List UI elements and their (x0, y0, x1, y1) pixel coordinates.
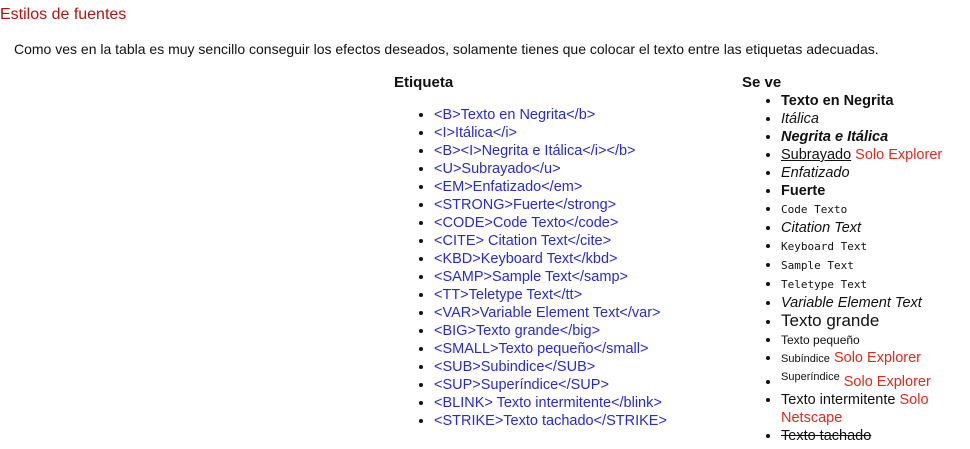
column-heading-se-ve: Se ve (742, 74, 782, 91)
tag-item-sup: • <SUP>Superíndice</SUP> (434, 376, 667, 394)
explorer-only-note: Solo Explorer (855, 147, 943, 163)
result-item-strike (781, 427, 970, 445)
result-blink-text: Texto intermitente (781, 391, 896, 408)
result-item-big (781, 312, 970, 331)
result-item-kbd (781, 237, 970, 256)
explorer-only-note: Solo Explorer (843, 373, 931, 390)
explorer-only-note: Solo Explorer (833, 350, 922, 366)
result-item-cite (781, 219, 970, 237)
tag-item-tt: • <TT>Teletype Text</tt> (434, 286, 667, 304)
tag-item-i: • <I>Itálica</i> (434, 124, 667, 142)
tag-item-blink: • <BLINK> Texto intermitente</blink> (434, 394, 667, 412)
tag-list (416, 106, 667, 430)
tag-item-small: • <SMALL>Texto pequeño</small> (434, 340, 667, 358)
tag-item-var: • <VAR>Variable Element Text</var> (434, 304, 667, 322)
result-item-sub (781, 349, 970, 368)
result-item-bold-italic (781, 128, 970, 146)
result-list (762, 92, 970, 445)
tag-item-code: • <CODE>Code Texto</code> (434, 214, 667, 232)
result-item-bold (781, 92, 970, 110)
result-tt-text: Teletype Text (781, 278, 868, 291)
tag-item-cite: • <CITE> Citation Text</cite> (434, 232, 667, 250)
result-item-em (781, 164, 970, 182)
result-code-text: Code Texto (781, 203, 848, 216)
result-strike-text: Texto tachado (781, 427, 872, 444)
result-item-underline (781, 146, 970, 164)
result-item-blink (781, 391, 970, 427)
tag-item-b: • <B>Texto en Negrita</b> (434, 106, 667, 124)
result-item-sup (781, 368, 970, 391)
result-sup-text: Superíndice (781, 371, 840, 383)
result-bold-text: Texto en Negrita (781, 93, 894, 109)
tag-item-b-i: • <B><I>Negrita e Itálica</i></b> (434, 142, 667, 160)
tag-item-kbd: • <KBD>Keyboard Text</kbd> (434, 250, 667, 268)
tag-item-strike: • <STRIKE>Texto tachado</STRIKE> (434, 412, 667, 430)
tag-item-big: • <BIG>Texto grande</big> (434, 322, 667, 340)
result-item-small (781, 331, 970, 349)
tag-item-strong: • <STRONG>Fuerte</strong> (434, 196, 667, 214)
tag-item-u: • <U>Subrayado</u> (434, 160, 667, 178)
tag-item-samp: • <SAMP>Sample Text</samp> (434, 268, 667, 286)
result-strong-text: Fuerte (781, 183, 826, 199)
result-item-samp (781, 256, 970, 275)
netscape-only-note: Solo Netscape (781, 391, 929, 426)
result-sub-text: Subíndice (781, 353, 830, 365)
tag-item-em: • <EM>Enfatizado</em> (434, 178, 667, 196)
intro-paragraph: Como ves en la tabla es muy sencillo conseguir los efectos deseados, solamente tienes que colocar el texto entre las etiquetas adecuadas. (14, 41, 879, 57)
result-samp-text: Sample Text (781, 259, 854, 272)
result-cite-text: Citation Text (781, 220, 862, 236)
result-bold-italic-text: Negrita e Itálica (781, 129, 889, 145)
result-underline-text: Subrayado (781, 147, 852, 163)
result-item-italic (781, 110, 970, 128)
result-var-text: Variable Element Text (781, 295, 922, 311)
column-heading-etiqueta: Etiqueta (394, 74, 454, 91)
result-italic-text: Itálica (781, 111, 819, 127)
result-item-strong (781, 182, 970, 200)
tag-item-sub: • <SUB>Subindice</SUB> (434, 358, 667, 376)
result-big-text: Texto grande (781, 311, 880, 330)
result-item-code (781, 200, 970, 219)
result-em-text: Enfatizado (781, 165, 850, 181)
page-title: Estilos de fuentes (0, 6, 127, 23)
result-kbd-text: Keyboard Text (781, 240, 868, 253)
result-small-text: Texto pequeño (781, 333, 860, 347)
result-item-tt (781, 275, 970, 294)
result-item-var (781, 294, 970, 312)
